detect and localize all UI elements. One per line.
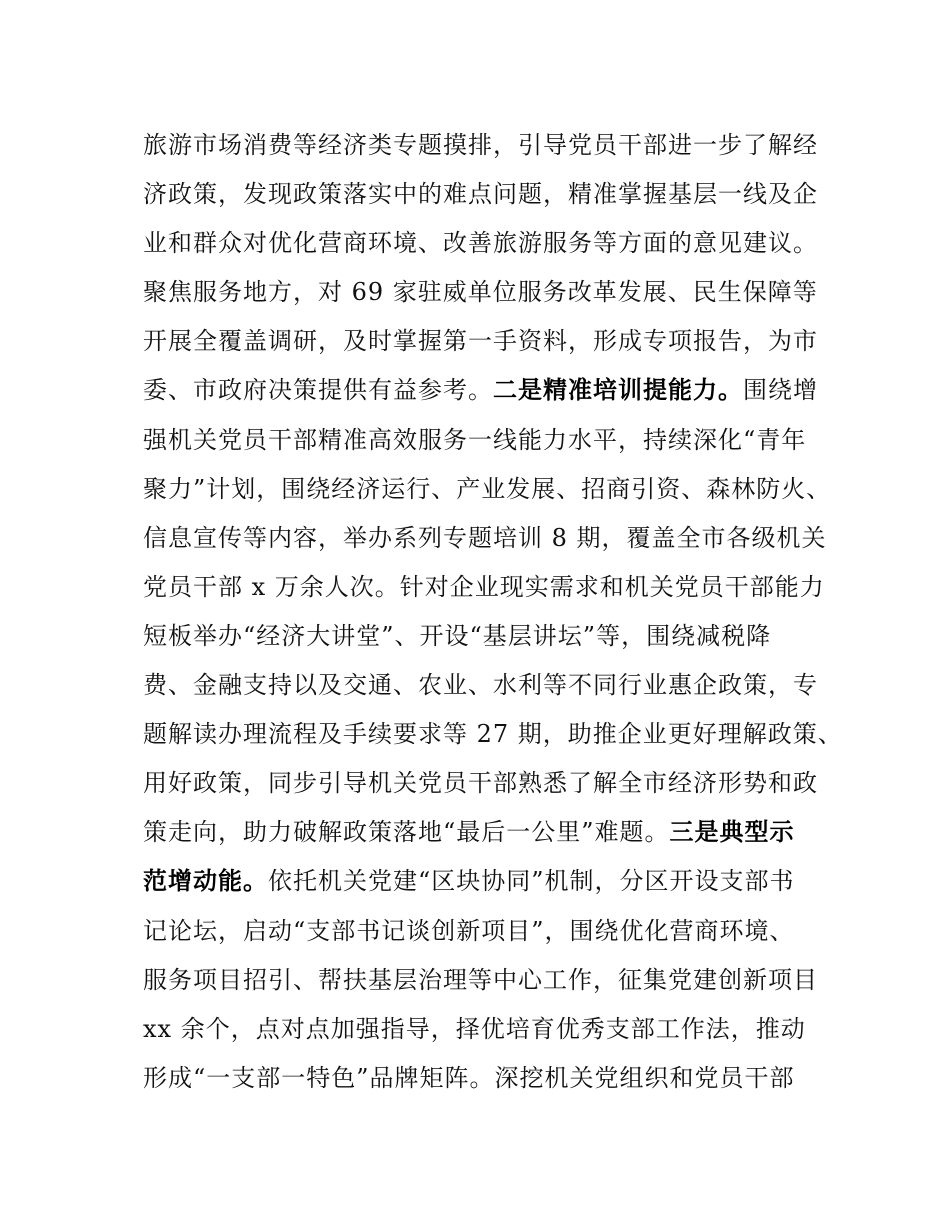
text-line (143, 563, 833, 612)
body-text: 聚焦服务地方，对 69 家驻威单位服务改革发展、民生保障等 (143, 278, 818, 307)
text-line (143, 268, 833, 317)
body-text: 强机关党员干部精准高效服务一线能力水平，持续深化“青年 (143, 425, 807, 454)
text-line (143, 514, 833, 563)
body-text: 围绕增 (743, 376, 818, 405)
text-line (143, 857, 833, 906)
text-line (143, 366, 833, 415)
text-line (143, 808, 833, 857)
bold-heading-text: 范增动能。 (143, 867, 268, 896)
body-text: xx 余个，点对点加强指导，择优培育优秀支部工作法，推动 (143, 1014, 806, 1043)
text-line (143, 710, 843, 759)
text-line (143, 170, 833, 219)
body-text: 费、金融支持以及交通、农业、水利等不同行业惠企政策，专 (143, 671, 818, 700)
bold-heading-text: 二是精准培训提能力。 (493, 376, 743, 405)
text-line (143, 416, 833, 465)
bold-heading-text: 三是典型示 (669, 818, 795, 847)
text-line (143, 1005, 833, 1054)
body-text: 服务项目招引、帮扶基层治理等中心工作，征集党建创新项目 (143, 965, 818, 994)
text-line (143, 1054, 833, 1103)
body-text: 委、市政府决策提供有益参考。 (143, 376, 493, 405)
body-text: 依托机关党建“区块协同”机制，分区开设支部书 (268, 867, 795, 896)
text-line (143, 612, 833, 661)
text-line (143, 759, 833, 808)
body-text: 旅游市场消费等经济类专题摸排，引导党员干部进一步了解经 (143, 131, 818, 159)
body-text: 业和群众对优化营商环境、改善旅游服务等方面的意见建议。 (143, 229, 818, 258)
body-text: 用好政策，同步引导机关党员干部熟悉了解全市经济形势和政 (143, 769, 818, 798)
body-text: 聚力”计划，围绕经济运行、产业发展、招商引资、森林防火、 (143, 474, 832, 503)
body-text: 信息宣传等内容，举办系列专题培训 8 期，覆盖全市各级机关 (143, 523, 827, 552)
text-line (143, 121, 833, 170)
text-line (143, 219, 833, 268)
body-text: 党员干部 x 万余人次。针对企业现实需求和机关党员干部能力 (143, 572, 825, 601)
body-text: 济政策，发现政策落实中的难点问题，精准掌握基层一线及企 (143, 180, 818, 209)
body-text: 题解读办理流程及手续要求等 27 期，助推企业更好理解政策、 (143, 720, 843, 749)
text-line (143, 907, 833, 956)
text-line (143, 317, 833, 366)
body-text: 开展全覆盖调研，及时掌握第一手资料，形成专项报告，为市 (143, 327, 818, 356)
body-text: 形成“一支部一特色”品牌矩阵。深挖机关党组织和党员干部 (143, 1063, 795, 1092)
body-text: 短板举办“经济大讲堂”、开设“基层讲坛”等，围绕减税降 (143, 621, 772, 650)
text-line (143, 661, 833, 710)
body-text: 记论坛，启动“支部书记谈创新项目”，围绕优化营商环境、 (143, 916, 795, 945)
body-text: 策走向，助力破解政策落地“最后一公里”难题。 (143, 818, 670, 847)
document-body (143, 121, 843, 1103)
text-line (143, 465, 833, 514)
text-line (143, 956, 833, 1005)
